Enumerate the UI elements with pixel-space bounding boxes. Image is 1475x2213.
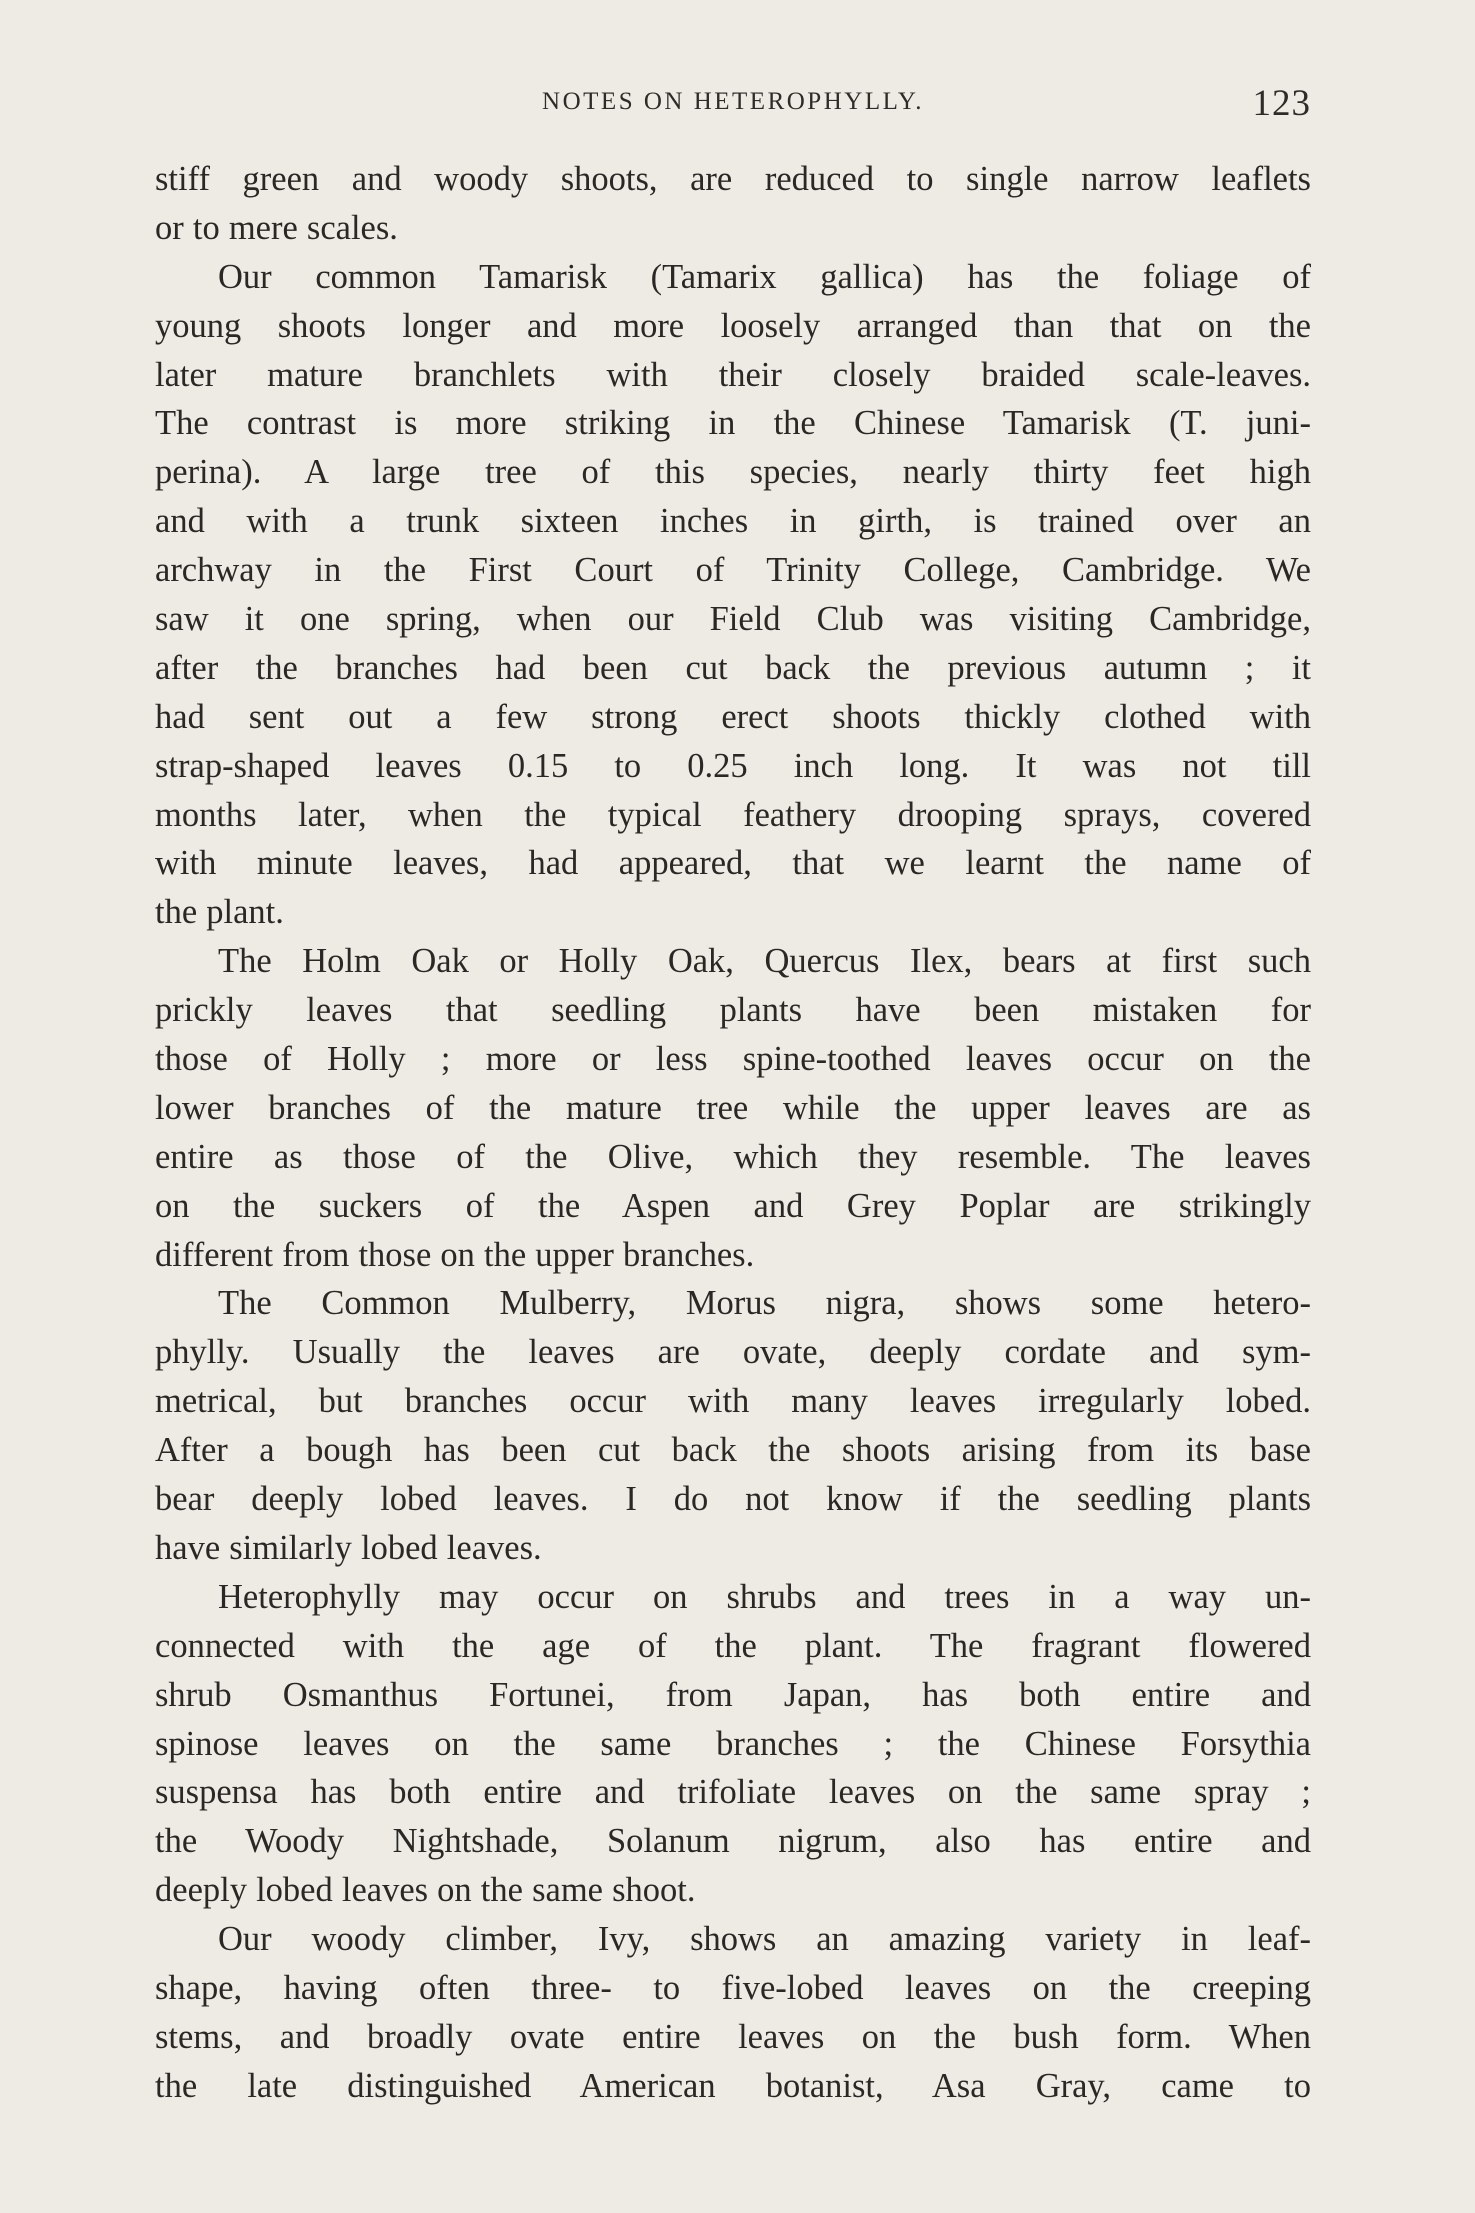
- text-line: young shoots longer and more loosely arranged than that on the: [155, 306, 1311, 345]
- text-line: Heterophylly may occur on shrubs and trees in a way un-: [218, 1577, 1311, 1616]
- text-line: The Holm Oak or Holly Oak, Quercus Ilex, bears at first such: [218, 942, 1311, 981]
- text-line: the plant.: [155, 893, 284, 932]
- text-line: the Woody Nightshade, Solanum nigrum, also has entire and: [155, 1822, 1311, 1861]
- running-head: [155, 82, 1311, 132]
- text-line: strap-shaped leaves 0.15 to 0.25 inch long. It was not till: [155, 746, 1311, 785]
- text-line: metrical, but branches occur with many leaves irregularly lobed.: [155, 1382, 1311, 1421]
- text-line: entire as those of the Olive, which they resemble. The leaves: [155, 1137, 1311, 1176]
- text-line: on the suckers of the Aspen and Grey Poplar are strikingly: [155, 1186, 1311, 1225]
- text-line: suspensa has both entire and trifoliate leaves on the same spray ;: [155, 1773, 1311, 1812]
- text-line: or to mere scales.: [155, 208, 398, 247]
- text-line: perina). A large tree of this species, nearly thirty feet high: [155, 453, 1311, 492]
- text-line: saw it one spring, when our Field Club was visiting Cambridge,: [155, 600, 1311, 639]
- text-line: stiff green and woody shoots, are reduced to single narrow leaflets: [155, 160, 1311, 198]
- text-line: different from those on the upper branches.: [155, 1235, 755, 1274]
- text-line: had sent out a few strong erect shoots thickly clothed with: [155, 697, 1311, 736]
- page-number: 123: [1252, 83, 1311, 124]
- text-line: connected with the age of the plant. The fragrant flowered: [155, 1626, 1311, 1665]
- text-line: stems, and broadly ovate entire leaves on the bush form. When: [155, 2017, 1311, 2056]
- text-line: prickly leaves that seedling plants have been mistaken for: [155, 991, 1311, 1030]
- text-line: The contrast is more striking in the Chinese Tamarisk (T. juni-: [155, 404, 1311, 443]
- text-line: The Common Mulberry, Morus nigra, shows some hetero-: [218, 1284, 1311, 1323]
- text-line: spinose leaves on the same branches ; the Chinese Forsythia: [155, 1724, 1311, 1763]
- text-line: bear deeply lobed leaves. I do not know if the seedling plants: [155, 1480, 1311, 1519]
- running-title: NOTES ON HETEROPHYLLY.: [542, 88, 924, 115]
- text-line: Our common Tamarisk (Tamarix gallica) has the foliage of: [218, 257, 1311, 296]
- text-line: have similarly lobed leaves.: [155, 1528, 542, 1567]
- text-line: deeply lobed leaves on the same shoot.: [155, 1871, 696, 1910]
- text-line: phylly. Usually the leaves are ovate, deeply cordate and sym-: [155, 1333, 1311, 1372]
- text-line: with minute leaves, had appeared, that we learnt the name of: [155, 844, 1311, 883]
- text-line: shape, having often three- to five-lobed leaves on the creeping: [155, 1968, 1311, 2007]
- text-line: the late distinguished American botanist, Asa Gray, came to: [155, 2066, 1311, 2105]
- text-line: those of Holly ; more or less spine-toothed leaves occur on the: [155, 1040, 1311, 1079]
- body-text: [155, 155, 1311, 2111]
- text-line: later mature branchlets with their closely braided scale-leaves.: [155, 355, 1311, 394]
- text-line: after the branches had been cut back the previous autumn ; it: [155, 648, 1311, 687]
- text-line: shrub Osmanthus Fortunei, from Japan, has both entire and: [155, 1675, 1311, 1714]
- text-line: archway in the First Court of Trinity College, Cambridge. We: [155, 551, 1311, 590]
- text-line: After a bough has been cut back the shoots arising from its base: [155, 1431, 1311, 1470]
- text-line: months later, when the typical feathery drooping sprays, covered: [155, 795, 1311, 834]
- text-line: Our woody climber, Ivy, shows an amazing variety in leaf-: [218, 1920, 1311, 1959]
- text-line: and with a trunk sixteen inches in girth, is trained over an: [155, 502, 1311, 541]
- text-line: lower branches of the mature tree while the upper leaves are as: [155, 1088, 1311, 1127]
